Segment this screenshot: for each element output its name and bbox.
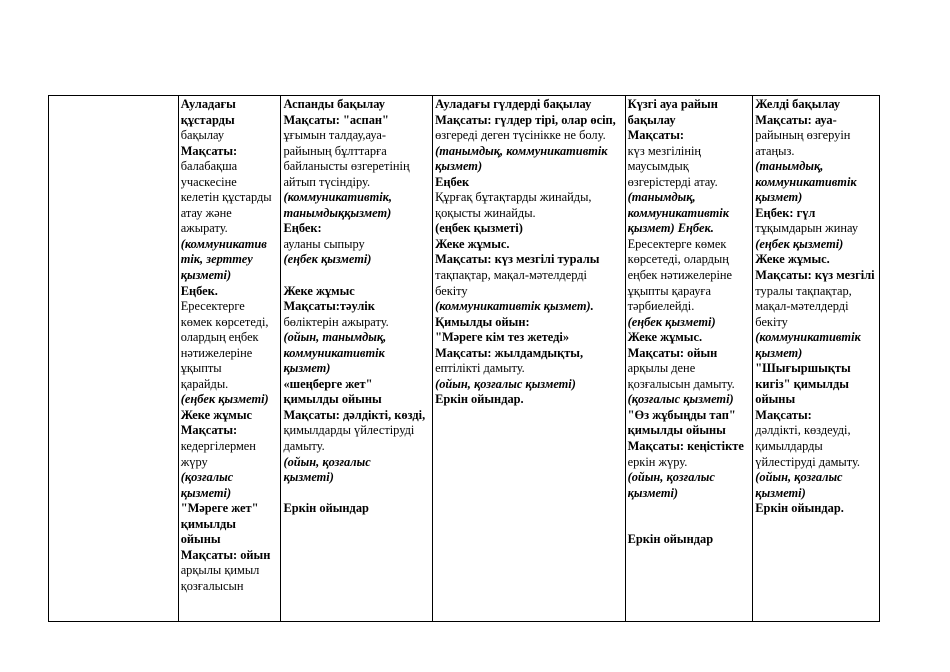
cell-line: "Мәреге жет" xyxy=(180,501,259,516)
cell-line: қызметі) xyxy=(180,268,232,283)
cell-line: (еңбек қызметі) xyxy=(627,314,716,329)
cell-line: коммуникативтік xyxy=(283,345,385,360)
cell-line: (еңбек қызметі) xyxy=(283,252,372,267)
cell-line: (еңбек қызметі) xyxy=(755,236,844,251)
cell-line: дәлдікті, көздеуді, xyxy=(755,423,851,438)
column-birds-observation xyxy=(179,96,282,621)
cell-line: Жеке жұмыс. xyxy=(627,330,703,345)
cell-line: қызметі) xyxy=(283,470,334,485)
cell-line: Желді бақылау xyxy=(755,97,841,111)
cell-line: ойыны xyxy=(180,532,221,547)
empty-label-column xyxy=(49,96,179,621)
cell-line: қызметі) xyxy=(755,485,806,500)
cell-line: Жеке жұмыс xyxy=(180,407,253,422)
cell-line: учаскесіне xyxy=(180,174,237,189)
cell-line: Еңбек xyxy=(435,174,470,189)
cell-line: ұқыпты қарауға xyxy=(627,283,711,298)
cell-line: айтып түсіндіру. xyxy=(283,174,371,189)
cell-line: жүру xyxy=(180,454,208,469)
cell-line: Мақсаты: күз мезгілі xyxy=(755,268,875,283)
cell-line: балабақша xyxy=(180,159,238,174)
cell-line: қызмет) xyxy=(435,159,483,174)
cell-line: Мақсаты:тәулік xyxy=(283,299,375,314)
cell-line: олардың еңбек xyxy=(180,330,259,345)
cell-line: (еңбек қызметі) xyxy=(180,392,269,407)
cell-line: Еркін ойындар xyxy=(283,501,369,516)
cell-line: Қимылды ойын: xyxy=(435,314,530,329)
cell-line: Күзгі ауа райын xyxy=(627,97,718,111)
cell-line: райының бұлттарға xyxy=(283,143,387,158)
cell-line: «шеңберге жет" xyxy=(283,376,373,391)
cell-line: тақпақтар, мақал-мәтелдерді xyxy=(435,268,587,283)
cell-line xyxy=(283,268,430,284)
cell-line: Еңбек: гүл xyxy=(755,205,816,220)
cell-line: (коммуникативтік, xyxy=(283,190,393,205)
cell-line: қызмет) xyxy=(755,345,803,360)
cell-line: қимылдарды үйлестіруді xyxy=(283,423,415,438)
cell-line: қызмет) xyxy=(755,190,803,205)
column-wind-observation xyxy=(753,96,879,621)
cell-line: күз мезгілінің xyxy=(627,143,702,158)
cell-line: еркін жүру. xyxy=(627,454,688,469)
cell-line: "Шығыршықты xyxy=(755,361,851,376)
cell-line: Мақсаты: дәлдікті, көзді, xyxy=(283,407,426,422)
cell-line: ұқыпты xyxy=(180,361,222,376)
cell-line: (еңбек қызметі) xyxy=(435,221,523,236)
cell-line: бақылау xyxy=(180,128,225,143)
cell-line: (ойын, қозғалыс xyxy=(283,454,371,469)
cell-line: бекіту xyxy=(755,314,788,329)
cell-line: (ойын, қозғалыс қызметі) xyxy=(435,376,576,391)
cell-line: (ойын, қозғалыс xyxy=(755,470,843,485)
cell-line: Жеке жұмыс xyxy=(283,283,355,298)
cell-line: коммуникативтік xyxy=(627,205,729,220)
cell-line: еңбек нәтижелеріне xyxy=(627,268,733,283)
cell-line: қарайды. xyxy=(180,376,229,391)
cell-line: Жеке жұмыс. xyxy=(435,236,510,251)
cell-line: ажырату. xyxy=(180,221,228,236)
cell-line: көмек көрсетеді, xyxy=(180,314,269,329)
cell-line: (қозғалыс қызметі) xyxy=(627,392,734,407)
cell-line: ұғымын талдау,ауа- xyxy=(283,128,387,143)
cell-line: маусымдық xyxy=(627,159,689,174)
cell-line: қызметі) xyxy=(180,485,232,500)
cell-line: Мақсаты: жылдамдықты, xyxy=(435,345,584,360)
cell-line: арқылы дене xyxy=(627,361,696,376)
cell-line: кигіз" қимылды xyxy=(755,376,849,391)
cell-line: Еркін ойындар. xyxy=(435,392,524,407)
cell-line: райының өзгеруін xyxy=(755,128,851,143)
cell-line: Мақсаты: ауа- xyxy=(755,112,837,127)
cell-line: байланысты өзгеретінің xyxy=(283,159,410,174)
cell-line: құстарды xyxy=(180,112,235,127)
cell-line: Ауладағы гүлдерді бақылау xyxy=(435,97,592,111)
cell-line: қызмет) Еңбек. xyxy=(627,221,714,236)
cell-line: Мақсаты: xyxy=(180,423,238,438)
cell-line: Еңбек. xyxy=(180,283,218,298)
cell-line: (ойын, қозғалыс xyxy=(627,470,715,485)
cell-line: Құрғақ бұтақтарды жинайды, xyxy=(435,190,592,205)
cell-line: бекіту xyxy=(435,283,468,298)
column-autumn-weather xyxy=(626,96,754,621)
cell-line: Мақсаты: күз мезгілі туралы xyxy=(435,252,600,267)
column-sky-observation xyxy=(281,96,433,621)
cell-line: қимылды xyxy=(180,516,236,531)
cell-line: атау және xyxy=(180,205,232,220)
cell-line: танымдыққызмет) xyxy=(283,205,392,220)
cell-line: Ауладағы xyxy=(180,97,236,111)
cell-line: (қозғалыс xyxy=(180,470,234,485)
cell-line: Мақсаты: xyxy=(627,128,685,143)
cell-line: "Мәреге кім тез жетеді» xyxy=(435,330,570,345)
cell-line: қызмет) xyxy=(283,361,331,376)
cell-line: Еркін ойындар xyxy=(627,532,714,547)
cell-line: тұқымдарын жинау xyxy=(755,221,859,236)
cell-line: Мақсаты: ойын xyxy=(180,547,271,562)
cell-line: коммуникативтік xyxy=(755,174,857,189)
cell-line: кедергілермен xyxy=(180,439,256,454)
cell-line: қозғалысын дамыту. xyxy=(627,376,735,391)
cell-line: қозғалысын xyxy=(180,578,244,593)
cell-line: Мақсаты: xyxy=(180,143,238,158)
cell-line: арқылы қимыл xyxy=(180,563,260,578)
cell-line: Ересектерге xyxy=(180,299,245,314)
cell-line: (ойын, танымдық, xyxy=(283,330,387,345)
cell-line: Еркін ойындар. xyxy=(755,501,844,516)
cell-line: өзгерістерді атау. xyxy=(627,174,718,189)
cell-line: көрсетеді, олардың xyxy=(627,252,729,267)
cell-line: ойыны xyxy=(755,392,796,407)
cell-line: туралы тақпақтар, xyxy=(755,283,852,298)
cell-line: Мақсаты: кеңістікте xyxy=(627,439,744,454)
cell-line: (коммуникативтік xyxy=(755,330,861,345)
cell-line: қимылдарды xyxy=(755,439,823,454)
cell-line: өзгереді деген түсінікке не болу. xyxy=(435,128,606,143)
cell-line: (танымдық, xyxy=(755,159,824,174)
cell-line: келетін құстарды xyxy=(180,190,272,205)
cell-line: Мақсаты: гүлдер тірі, олар өсіп, xyxy=(435,112,616,127)
column-flowers-observation xyxy=(433,96,626,621)
cell-line: тік, зерттеу xyxy=(180,252,253,267)
activity-table xyxy=(48,95,880,622)
cell-line: нәтижелеріне xyxy=(180,345,253,360)
cell-line: Мақсаты: "аспан" xyxy=(283,112,389,127)
cell-line: бақылау xyxy=(627,112,676,127)
cell-line: қоқысты жинайды. xyxy=(435,205,536,220)
cell-line xyxy=(628,517,751,533)
cell-line: Аспанды бақылау xyxy=(283,97,386,111)
cell-line: (танымдық, коммуникативтік xyxy=(435,143,608,158)
cell-line: (коммуникативтік қызмет). xyxy=(435,299,594,314)
cell-line: атаңыз. xyxy=(755,143,795,158)
cell-line: Мақсаты: ойын xyxy=(627,345,718,360)
cell-line: Жеке жұмыс. xyxy=(755,252,830,267)
cell-line: Ересектерге көмек xyxy=(627,236,727,251)
cell-line: "Өз жұбыңды тап" xyxy=(627,407,736,422)
cell-line: қызметі) xyxy=(627,485,679,500)
cell-line: тәрбиелейді. xyxy=(627,299,695,314)
cell-line: бөліктерін ажырату. xyxy=(283,314,389,329)
cell-line: ептілікті дамыту. xyxy=(435,361,525,376)
cell-line: Мақсаты: xyxy=(755,407,812,422)
cell-line: үйлестіруді дамыту. xyxy=(755,454,861,469)
cell-line: дамыту. xyxy=(283,438,325,453)
cell-line: қимылды ойыны xyxy=(283,392,382,407)
cell-line xyxy=(628,501,751,517)
cell-line: (танымдық, xyxy=(627,190,696,205)
cell-line: (коммуникатив xyxy=(180,236,267,251)
cell-line: ауланы сыпыру xyxy=(283,236,365,251)
cell-line: қимылды ойыны xyxy=(627,423,726,438)
cell-line: мақал-мәтелдерді xyxy=(755,299,849,314)
cell-line: Еңбек: xyxy=(283,221,322,236)
cell-line xyxy=(283,486,430,502)
